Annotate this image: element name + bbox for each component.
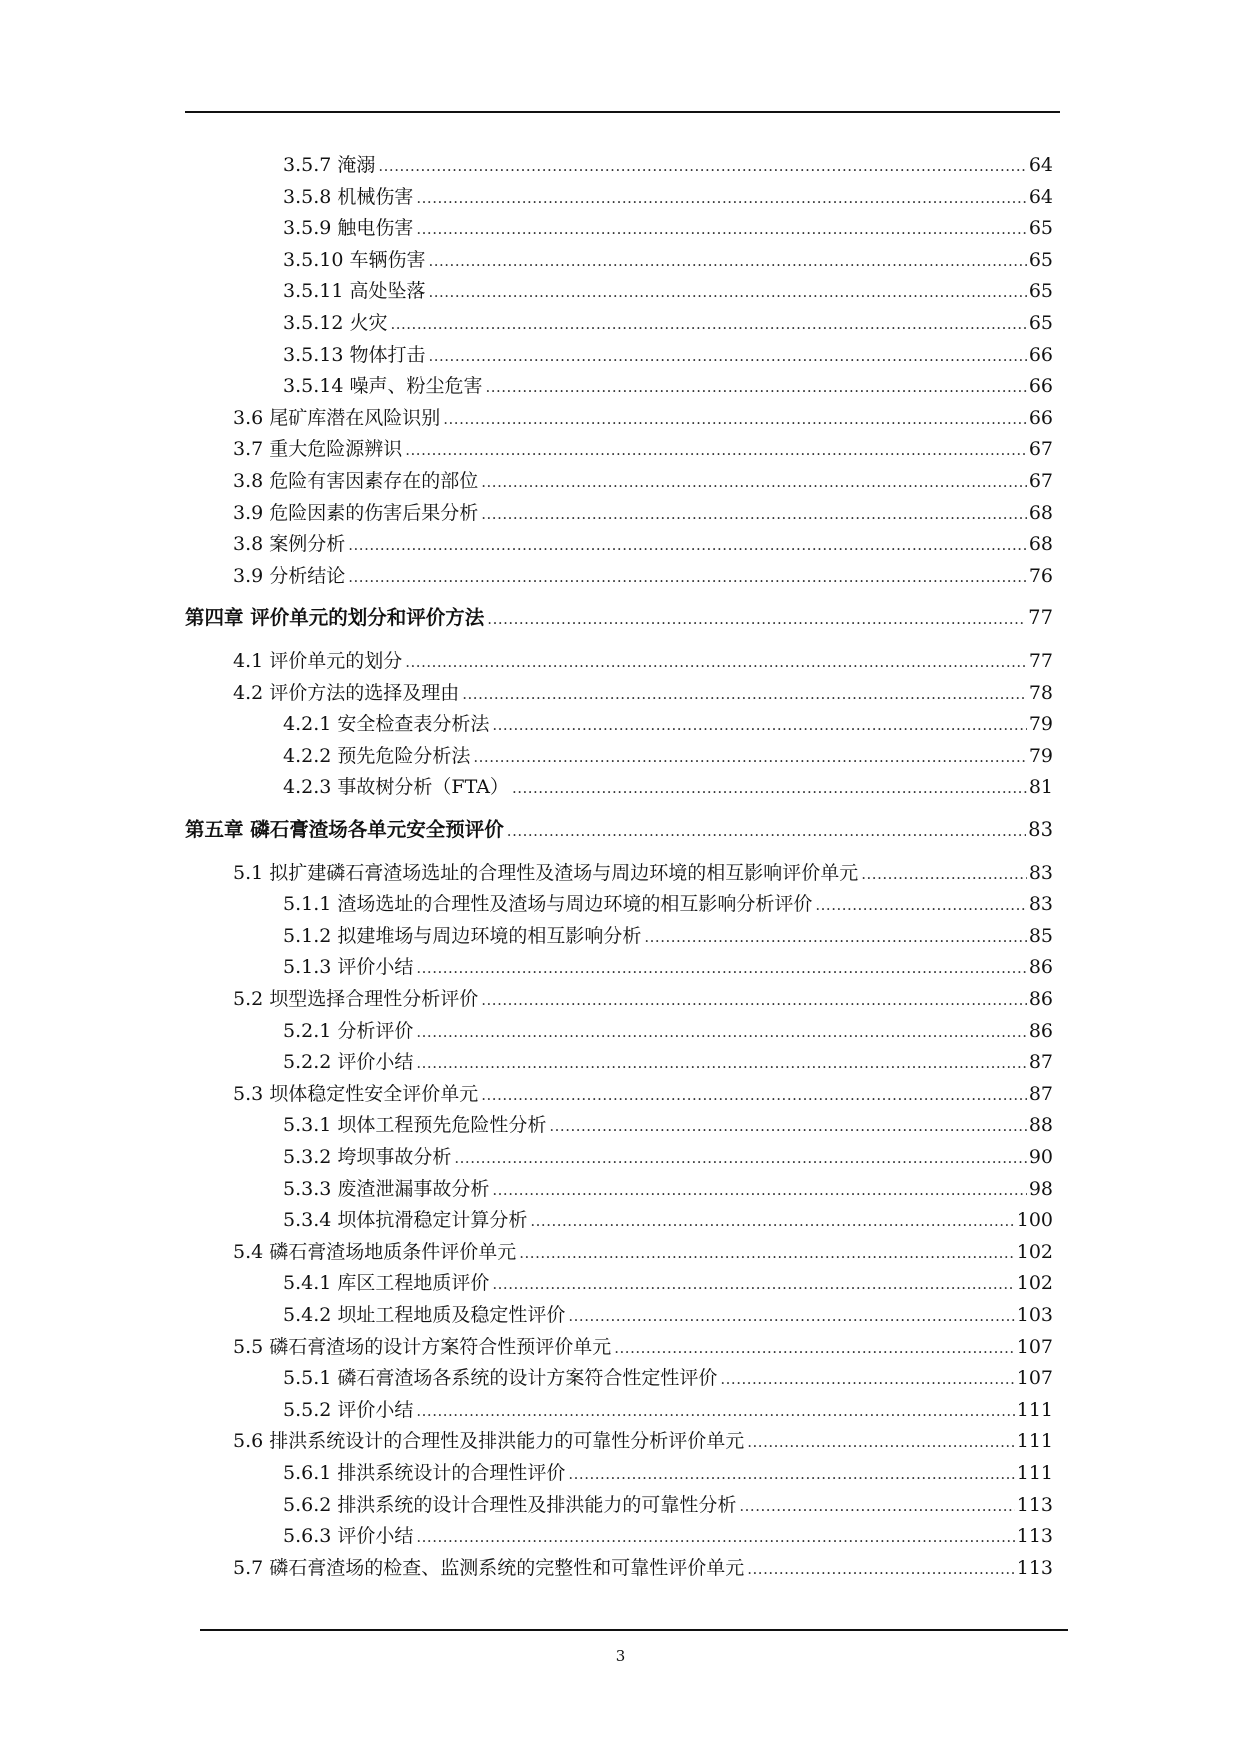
toc-entry-title: 5.6.3 评价小结	[283, 1525, 414, 1548]
toc-entry[interactable]	[283, 371, 1053, 401]
toc-entry-title: 3.5.10 车辆伤害	[283, 248, 426, 271]
toc-entry-title: 3.8 危险有害因素存在的部位	[233, 470, 479, 492]
toc-entry[interactable]	[233, 1553, 1053, 1583]
toc-chapter[interactable]	[185, 815, 1053, 845]
toc-leader-dots	[405, 647, 1027, 677]
toc-entry-title: 5.4 磷石膏渣场地质条件评价单元	[233, 1240, 517, 1263]
toc-entry[interactable]	[233, 498, 1053, 528]
toc-entry-title: 3.7 重大危险源辨识	[233, 438, 403, 461]
toc-leader-dots	[462, 679, 1027, 709]
toc-entry[interactable]	[233, 646, 1053, 676]
toc-leader-dots	[485, 372, 1026, 402]
toc-leader-dots	[549, 1111, 1026, 1141]
toc-entry-page: 102	[1016, 1240, 1053, 1263]
toc-entry[interactable]	[283, 1174, 1053, 1204]
toc-leader-dots	[348, 562, 1027, 592]
toc-leader-dots	[614, 1333, 1014, 1363]
toc-entry-title: 5.4.2 坝址工程地质及稳定性评价	[283, 1304, 566, 1326]
toc-leader-dots	[416, 1396, 1014, 1426]
toc-entry[interactable]	[283, 709, 1053, 739]
toc-entry-title: 第五章 磷石膏渣场各单元安全预评价	[185, 818, 504, 841]
toc-entry[interactable]	[283, 213, 1053, 243]
toc-entry[interactable]	[233, 403, 1053, 433]
toc-entry-page: 102	[1016, 1272, 1053, 1295]
toc-entry-title: 5.6.2 排洪系统的设计合理性及排洪能力的可靠性分析	[283, 1493, 737, 1516]
toc-leader-dots	[390, 309, 1026, 339]
toc-entry-page: 111	[1016, 1398, 1053, 1421]
toc-entry-page: 68	[1028, 533, 1053, 556]
toc-leader-dots	[416, 1522, 1014, 1552]
toc-entry-title: 5.6 排洪系统设计的合理性及排洪能力的可靠性分析评价单元	[233, 1430, 745, 1453]
toc-entry[interactable]	[283, 889, 1053, 919]
toc-leader-dots	[416, 1048, 1026, 1078]
toc-entry-title: 3.5.9 触电伤害	[283, 217, 414, 240]
toc-entry-page: 83	[1028, 893, 1053, 916]
toc-leader-dots	[530, 1206, 1014, 1236]
toc-entry[interactable]	[233, 1332, 1053, 1362]
toc-entry-page: 66	[1028, 343, 1053, 366]
page-number: 3	[615, 1647, 626, 1665]
toc-entry[interactable]	[283, 1142, 1053, 1172]
toc-entry-page: 65	[1028, 248, 1053, 271]
toc-entry-title: 4.2.2 预先危险分析法	[283, 744, 471, 767]
toc-entry-title: 3.9 分析结论	[233, 564, 346, 587]
toc-entry[interactable]	[283, 921, 1053, 951]
toc-entry[interactable]	[283, 1300, 1053, 1330]
toc-entry-title: 4.1 评价单元的划分	[233, 650, 403, 672]
toc-entry[interactable]	[283, 1110, 1053, 1140]
toc-entry[interactable]	[283, 1363, 1053, 1393]
toc-leader-dots	[492, 1269, 1014, 1299]
toc-entry-page: 86	[1028, 1019, 1053, 1042]
toc-entry-title: 3.5.11 高处坠落	[283, 280, 426, 303]
toc-entry[interactable]	[233, 1237, 1053, 1267]
toc-entry[interactable]	[233, 1079, 1053, 1109]
toc-entry-page: 65	[1028, 217, 1053, 240]
toc-entry-page: 83	[1028, 861, 1053, 884]
toc-leader-dots	[416, 1017, 1026, 1047]
toc-entry-page: 77	[1028, 606, 1053, 630]
toc-leader-dots	[481, 985, 1027, 1015]
toc-entry-title: 5.6.1 排洪系统设计的合理性评价	[283, 1462, 566, 1484]
toc-entry-title: 5.1.1 渣场选址的合理性及渣场与周边环境的相互影响分析评价	[283, 893, 813, 916]
toc-leader-dots	[481, 467, 1027, 497]
toc-entry-page: 107	[1016, 1335, 1053, 1358]
toc-entry-page: 64	[1028, 185, 1053, 208]
toc-entry[interactable]	[283, 772, 1053, 802]
toc-entry-title: 5.3.1 坝体工程预先危险性分析	[283, 1114, 547, 1137]
toc-entry[interactable]	[233, 466, 1053, 496]
toc-entry-page: 113	[1016, 1525, 1053, 1548]
toc-leader-dots	[487, 604, 1026, 634]
toc-chapter[interactable]	[185, 603, 1053, 633]
toc-leader-dots	[428, 341, 1026, 371]
footer-rule	[200, 1629, 1068, 1631]
toc-entry-page: 66	[1028, 375, 1053, 398]
toc-entry-page: 65	[1028, 280, 1053, 303]
toc-leader-dots	[644, 922, 1026, 952]
toc-leader-dots	[416, 183, 1026, 213]
toc-entry-title: 3.5.14 噪声、粉尘危害	[283, 375, 483, 398]
toc-entry-title: 5.5 磷石膏渣场的设计方案符合性预评价单元	[233, 1335, 612, 1358]
toc-leader-dots	[815, 890, 1026, 920]
toc-entry-title: 5.3.4 坝体抗滑稳定计算分析	[283, 1209, 528, 1232]
toc-entry-title: 3.5.8 机械伤害	[283, 185, 414, 208]
toc-entry-title: 5.2.1 分析评价	[283, 1019, 414, 1042]
toc-entry-page: 67	[1028, 438, 1053, 461]
toc-entry-page: 113	[1016, 1556, 1053, 1579]
toc-entry[interactable]	[283, 308, 1053, 338]
toc-entry-title: 5.5.1 磷石膏渣场各系统的设计方案符合性定性评价	[283, 1367, 718, 1390]
toc-entry-page: 85	[1028, 924, 1053, 947]
toc-entry-page: 86	[1028, 988, 1053, 1010]
toc-leader-dots	[416, 214, 1026, 244]
toc-entry-title: 5.1 拟扩建磷石膏渣场选址的合理性及渣场与周边环境的相互影响评价单元	[233, 861, 859, 884]
toc-entry[interactable]	[233, 858, 1053, 888]
toc-entry-title: 第四章 评价单元的划分和评价方法	[185, 606, 485, 630]
toc-entry-page: 113	[1016, 1493, 1053, 1516]
toc-leader-dots	[481, 1080, 1027, 1110]
toc-entry-title: 3.9 危险因素的伤害后果分析	[233, 501, 479, 524]
toc-entry-page: 103	[1016, 1304, 1053, 1326]
toc-leader-dots	[481, 499, 1027, 529]
toc-entry[interactable]	[283, 245, 1053, 275]
toc-entry-page: 67	[1028, 470, 1053, 492]
toc-entry-page: 98	[1028, 1177, 1053, 1200]
toc-entry-page: 81	[1028, 776, 1053, 799]
toc-entry-page: 111	[1016, 1430, 1053, 1453]
toc-entry-title: 3.8 案例分析	[233, 533, 346, 556]
toc-entry-page: 88	[1028, 1114, 1053, 1137]
toc-leader-dots	[747, 1427, 1014, 1457]
toc-leader-dots	[512, 773, 1027, 803]
toc-entry[interactable]	[283, 1205, 1053, 1235]
toc-leader-dots	[428, 246, 1026, 276]
toc-entry[interactable]	[233, 434, 1053, 464]
toc-entry[interactable]	[283, 1458, 1053, 1488]
toc-entry[interactable]	[233, 984, 1053, 1014]
toc-entry-page: 100	[1016, 1209, 1053, 1232]
toc-leader-dots	[739, 1491, 1014, 1521]
toc-entry-page: 78	[1028, 681, 1053, 704]
toc-entry-title: 3.5.7 淹溺	[283, 154, 376, 176]
toc-leader-dots	[378, 151, 1026, 181]
toc-entry-page: 64	[1028, 154, 1053, 176]
toc-leader-dots	[861, 859, 1027, 889]
toc-entry-title: 3.5.13 物体打击	[283, 343, 426, 366]
toc-entry-title: 4.2 评价方法的选择及理由	[233, 681, 460, 704]
toc-entry-page: 87	[1028, 1051, 1053, 1074]
toc-entry[interactable]	[283, 1268, 1053, 1298]
toc-entry[interactable]	[233, 529, 1053, 559]
toc-entry-title: 3.6 尾矿库潜在风险识别	[233, 406, 441, 429]
toc-entry-title: 5.2 坝型选择合理性分析评价	[233, 988, 479, 1010]
toc-leader-dots	[519, 1238, 1014, 1268]
toc-entry-title: 5.3.3 废渣泄漏事故分析	[283, 1177, 490, 1200]
toc-entry-page: 79	[1028, 713, 1053, 736]
toc-entry-page: 111	[1016, 1462, 1053, 1484]
toc-leader-dots	[507, 816, 1026, 846]
toc-leader-dots	[568, 1459, 1014, 1489]
toc-entry-title: 5.3 坝体稳定性安全评价单元	[233, 1082, 479, 1105]
toc-entry-page: 107	[1016, 1367, 1053, 1390]
toc-entry-title: 5.1.2 拟建堆场与周边环境的相互影响分析	[283, 924, 642, 947]
toc-leader-dots	[492, 1175, 1026, 1205]
toc-entry[interactable]	[233, 561, 1053, 591]
toc-entry-page: 90	[1028, 1146, 1053, 1168]
toc-entry-page: 68	[1028, 501, 1053, 524]
toc-entry-page: 83	[1028, 818, 1053, 841]
toc-entry-title: 4.2.1 安全检查表分析法	[283, 713, 490, 736]
toc-entry-page: 76	[1028, 564, 1053, 587]
toc-leader-dots	[568, 1301, 1014, 1331]
toc-leader-dots	[747, 1554, 1014, 1584]
toc-entry-page: 66	[1028, 406, 1053, 429]
toc-entry[interactable]	[283, 182, 1053, 212]
toc-entry-title: 5.3.2 垮坝事故分析	[283, 1146, 452, 1168]
toc-leader-dots	[405, 435, 1027, 465]
toc-entry[interactable]	[283, 1016, 1053, 1046]
toc-entry[interactable]	[283, 1047, 1053, 1077]
toc-entry-title: 5.2.2 评价小结	[283, 1051, 414, 1074]
toc-entry[interactable]	[233, 678, 1053, 708]
toc-entry[interactable]	[283, 340, 1053, 370]
toc-entry-title: 5.4.1 库区工程地质评价	[283, 1272, 490, 1295]
toc-entry-page: 77	[1028, 650, 1053, 672]
toc-leader-dots	[428, 277, 1026, 307]
toc-leader-dots	[720, 1364, 1014, 1394]
toc-entry-title: 4.2.3 事故树分析（FTA）	[283, 776, 509, 799]
toc-entry-title: 5.5.2 评价小结	[283, 1398, 414, 1421]
toc-entry[interactable]	[283, 741, 1053, 771]
toc-entry-page: 86	[1028, 956, 1053, 979]
toc-leader-dots	[454, 1143, 1026, 1173]
toc-leader-dots	[416, 953, 1026, 983]
toc-leader-dots	[348, 530, 1027, 560]
toc-leader-dots	[473, 742, 1026, 772]
toc-entry[interactable]	[283, 1521, 1053, 1551]
toc-entry[interactable]	[283, 1395, 1053, 1425]
toc-leader-dots	[492, 710, 1026, 740]
toc-entry-page: 65	[1028, 312, 1053, 334]
toc-entry-title: 5.7 磷石膏渣场的检查、监测系统的完整性和可靠性评价单元	[233, 1556, 745, 1579]
toc-entry-page: 87	[1028, 1082, 1053, 1105]
toc-entry[interactable]	[233, 1426, 1053, 1456]
toc-entry[interactable]	[283, 1490, 1053, 1520]
toc-entry-title: 5.1.3 评价小结	[283, 956, 414, 979]
toc-entry[interactable]	[283, 150, 1053, 180]
toc-entry-title: 3.5.12 火灾	[283, 312, 388, 334]
toc-entry[interactable]	[283, 952, 1053, 982]
toc-entry-page: 79	[1028, 744, 1053, 767]
toc-leader-dots	[443, 404, 1027, 434]
toc-entry[interactable]	[283, 276, 1053, 306]
